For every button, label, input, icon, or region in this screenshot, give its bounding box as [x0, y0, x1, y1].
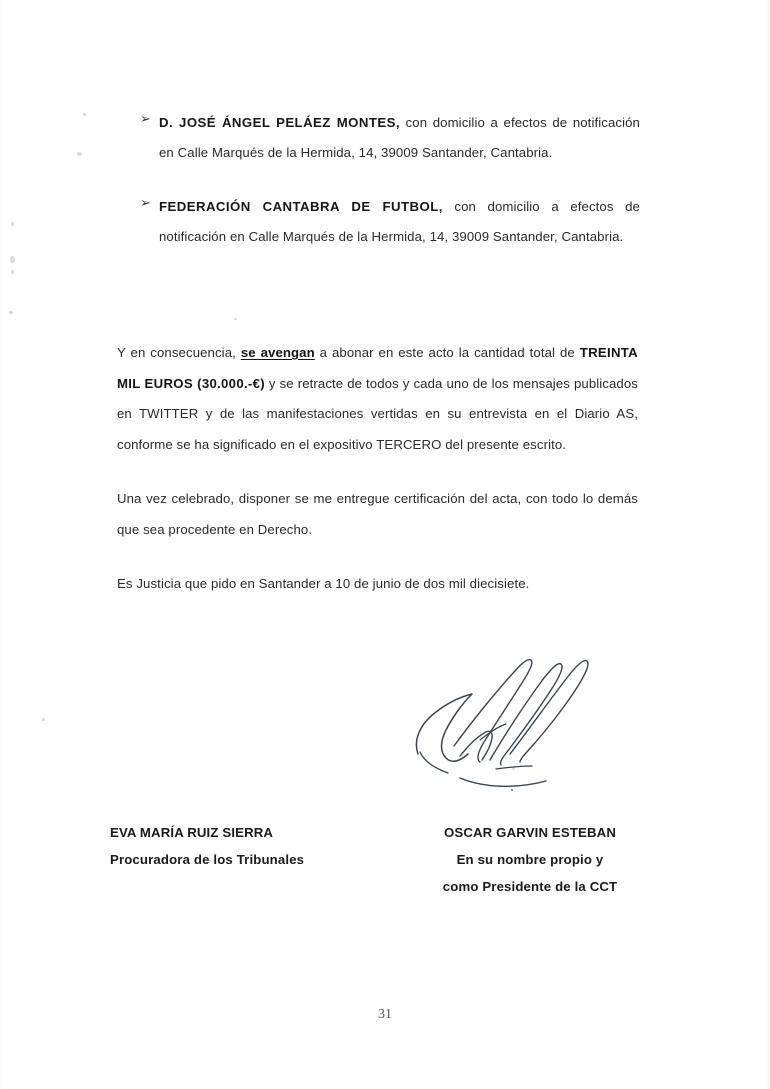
scan-speck: [42, 718, 45, 721]
page-number: 31: [378, 1007, 392, 1022]
emphasis-se-avengan: se avengan: [240, 345, 315, 360]
signature-block-right: [418, 819, 642, 900]
party-name: D. JOSÉ ÁNGEL PELÁEZ MONTES,: [159, 115, 400, 130]
scan-speck: [10, 256, 15, 263]
paragraph-certification: Una vez celebrado, disponer se me entregue certificación del acta, con todo lo demás que sea procedente en Derecho.: [117, 491, 638, 537]
scan-speck: [83, 113, 86, 116]
paragraph-settlement: [117, 338, 638, 460]
scan-speck: [77, 152, 82, 156]
paragraph-closing: Es Justicia que pido en Santander a 10 de junio de dos mil diecisiete.: [117, 576, 530, 591]
party-name: FEDERACIÓN CANTABRA DE FUTBOL,: [159, 199, 443, 214]
scan-edge-right: [766, 0, 770, 1089]
paragraph-part-3: y se retracte de todos y cada uno de los mensajes publicados en TWITTER y de las manifestaciones vertidas en su entrevista en el Diario AS, conforme se ha significado en el expositivo TERCERO del presente escrito.: [117, 375, 638, 452]
handwritten-signature: [398, 628, 628, 793]
paragraph-part-2: a abonar en este acto la cantidad total de: [314, 345, 580, 360]
paragraph-part-1: Y en consecuencia,: [117, 345, 241, 360]
party-entry-text: [159, 192, 640, 252]
signatory-name-left: EVA MARÍA RUIZ SIERRA: [110, 825, 274, 840]
parties-list: [140, 108, 640, 276]
party-address: con domicilio a efectos de notificación en Calle Marqués de la Hermida, 14, 39009 Santander, Cantabria.: [159, 199, 640, 244]
signature-block-left: [110, 819, 340, 873]
scan-speck: [9, 311, 13, 314]
signatory-role-right-line1: En su nombre propio y: [456, 852, 604, 867]
list-item: [140, 192, 640, 252]
scan-edge-left: [0, 0, 3, 1089]
party-address: con domicilio a efectos de notificación en Calle Marqués de la Hermida, 14, 39009 Santander, Cantabria.: [159, 115, 640, 160]
signatory-role-right-line2: como Presidente de la CCT: [442, 879, 618, 894]
signature-ink-icon: [398, 628, 628, 793]
arrow-bullet-icon: ➢: [140, 195, 151, 210]
scan-speck: [234, 318, 237, 320]
scan-speck: [11, 270, 14, 274]
body-text-block: [117, 338, 638, 624]
signatory-name-right: OSCAR GARVIN ESTEBAN: [443, 825, 617, 840]
signatory-role-left: Procuradora de los Tribunales: [110, 852, 305, 867]
amount-value: TREINTA MIL EUROS (30.000.-€): [117, 345, 638, 391]
scan-speck: [11, 222, 14, 226]
party-entry-text: [159, 108, 640, 168]
list-item: [140, 108, 640, 168]
arrow-bullet-icon: ➢: [140, 111, 151, 126]
